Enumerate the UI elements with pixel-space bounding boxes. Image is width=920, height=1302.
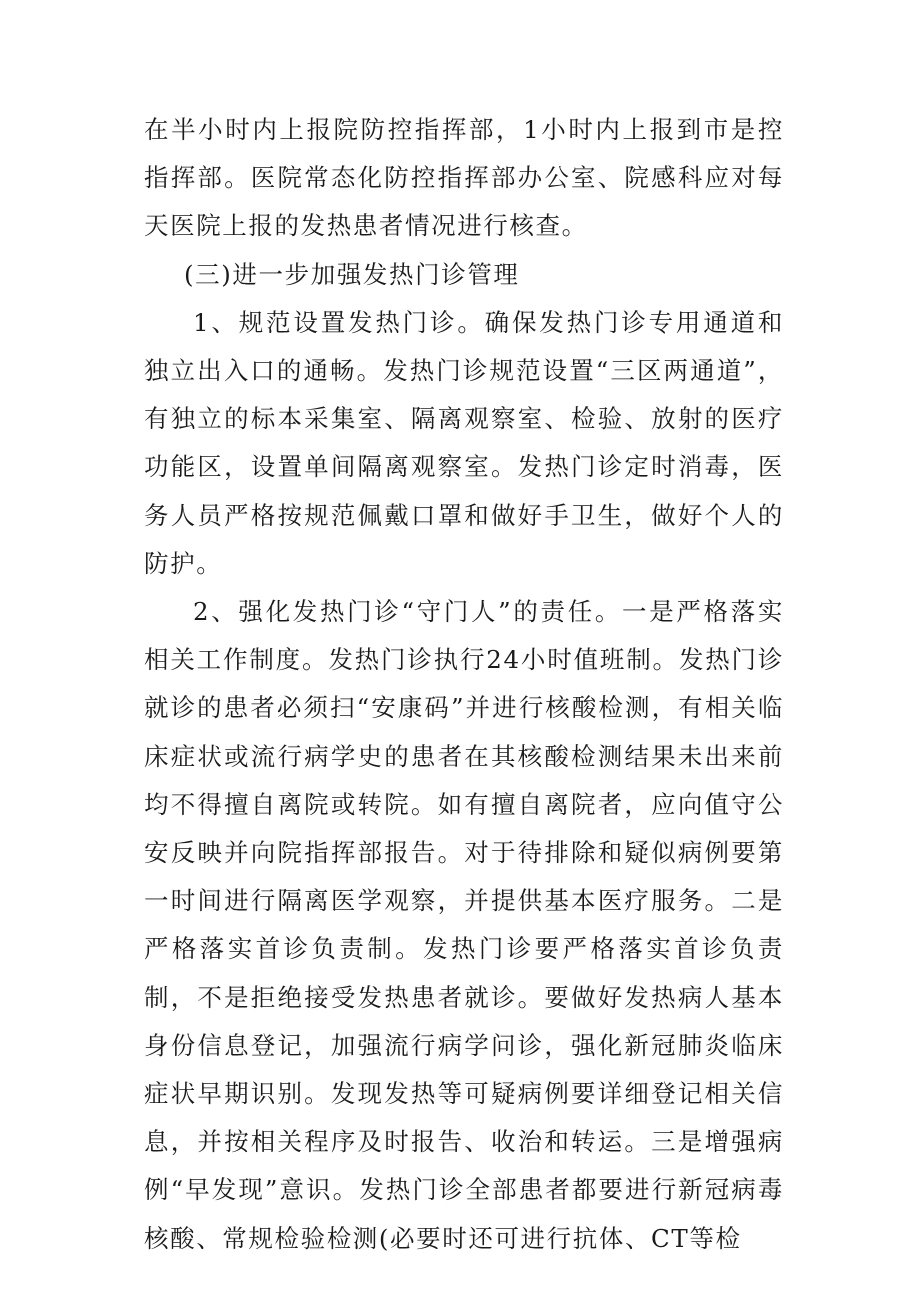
paragraph-clinic-setup: 1、规范设置发热门诊。确保发热门诊专用通道和独立出入口的通畅。发热门诊规范设置“三区两通道”，有独立的标本采集室、隔离观察室、检验、放射的医疗功能区，设置单间隔离观察室。发热门诊定时消毒，医务人员严格按规范佩戴口罩和做好手卫生，做好个人的防护。 <box>144 307 784 578</box>
document-body <box>144 106 784 1263</box>
paragraph-report-timing: 在半小时内上报院防控指挥部，1小时内上报到市是控指挥部。医院常态化防控指挥部办公室、院感科应对每天医院上报的发热患者情况进行核查。 <box>144 115 784 241</box>
section-heading-fever-clinic: (三)进一步加强发热门诊管理 <box>184 259 520 289</box>
paragraph-gatekeeper-duty: 2、强化发热门诊“守门人”的责任。一是严格落实相关工作制度。发热门诊执行24小时值班制。发热门诊就诊的患者必须扫“安康码”并进行核酸检测，有相关临床症状或流行病学史的患者在其核酸检测结果未出来前均不得擅自离院或转院。如有擅自离院者，应向值守公安反映并向院指挥部报告。对于待排除和疑似病例要第一时间进行隔离医学观察，并提供基本医疗服务。二是严格落实首诊负责制。发热门诊要严格落实首诊负责制，不是拒绝接受发热患者就诊。要做好发热病人基本身份信息登记，加强流行病学问诊，强化新冠肺炎临床症状早期识别。发现发热等可疑病例要详细登记相关信息，并按相关程序及时报告、收治和转运。三是增强病例“早发现”意识。发热门诊全部患者都要进行新冠病毒核酸、常规检验检测(必要时还可进行抗体、CT等检 <box>144 597 784 1253</box>
